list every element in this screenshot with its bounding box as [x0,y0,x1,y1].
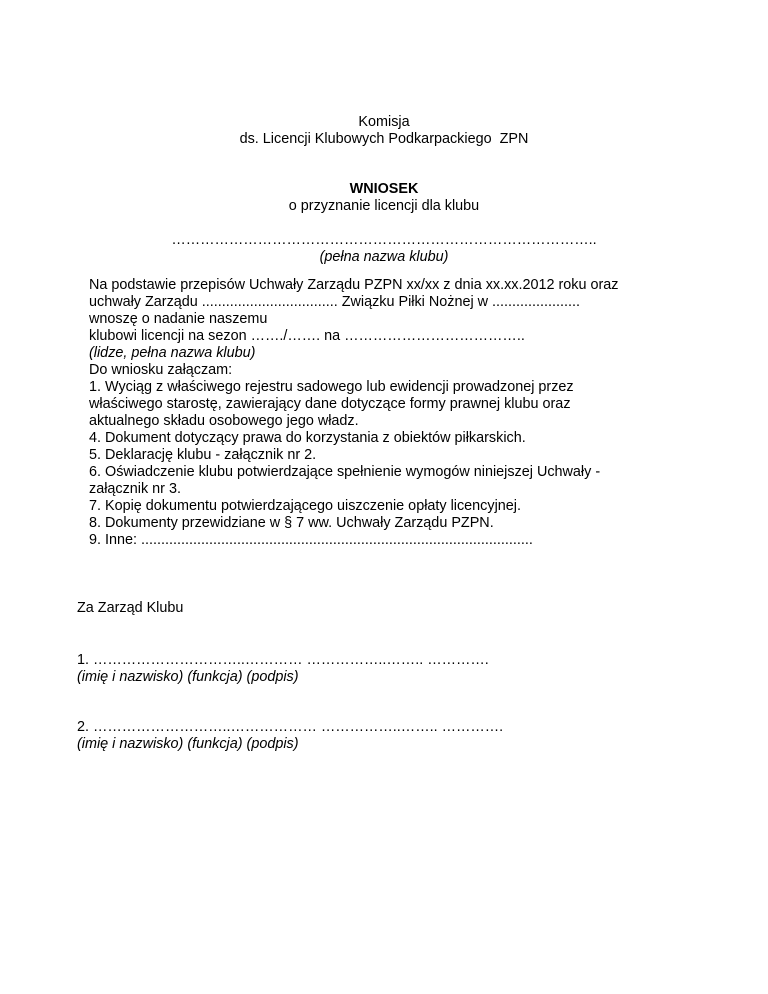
attachments-intro: Do wniosku załączam: [89,362,233,378]
body-line-caption: (lidze, pełna nazwa klubu) [89,345,256,361]
title-heading: WNIOSEK [349,181,419,197]
document-title [0,181,768,215]
signatures-heading-block [77,600,697,617]
attachment-item: 4. Dokument dotyczący prawa do korzystania z obiektów piłkarskich. [89,430,526,446]
attachment-item: właściwego starostę, zawierający dane dotyczące formy prawnej klubu oraz [89,396,571,412]
body-line: klubowi licencji na sezon ……./……. na ……………………………….. [89,328,525,344]
attachment-item: 9. Inne: .................................................................................................. [89,532,533,548]
title-subheading: o przyznanie licencji dla klubu [288,198,480,214]
signature-caption: (imię i nazwisko) (funkcja) (podpis) [77,736,299,752]
attachment-item: 1. Wyciąg z właściwego rejestru sadowego lub ewidencji prowadzonej przez [89,379,574,395]
body-line: Na podstawie przepisów Uchwały Zarządu PZPN xx/xx z dnia xx.xx.2012 roku oraz [89,277,619,293]
club-name-dots: …………………………………………………………………………….. [171,232,597,248]
attachment-item: załącznik nr 3. [89,481,181,497]
document-header [0,114,768,148]
signatures-heading: Za Zarząd Klubu [77,600,184,616]
body-line: uchwały Zarządu .................................. Związku Piłki Nożnej w ...................... [89,294,581,310]
club-name-field [0,232,768,266]
signature-2 [77,719,697,753]
club-name-caption: (pełna nazwa klubu) [319,249,449,265]
attachment-item: 8. Dokumenty przewidziane w § 7 ww. Uchwały Zarządu PZPN. [89,515,494,531]
body-line: wnoszę o nadanie naszemu [89,311,268,327]
commission-label: Komisja [358,114,410,130]
attachment-item: aktualnego składu osobowego jego władz. [89,413,359,429]
signature-caption: (imię i nazwisko) (funkcja) (podpis) [77,669,299,685]
attachment-item: 5. Deklarację klubu - załącznik nr 2. [89,447,317,463]
application-body [89,277,689,549]
attachment-item: 7. Kopię dokumentu potwierdzającego uiszczenie opłaty licencyjnej. [89,498,521,514]
signature-1 [77,652,697,686]
commission-name: ds. Licencji Klubowych Podkarpackiego ZPN [239,131,529,147]
signature-line: 2. ………………………..……………… ……………..…….. …………. [77,719,504,735]
signature-line: 1. …………………………..………… ……………..…….. …………. [77,652,489,668]
attachment-item: 6. Oświadczenie klubu potwierdzające spełnienie wymogów niniejszej Uchwały - [89,464,601,480]
